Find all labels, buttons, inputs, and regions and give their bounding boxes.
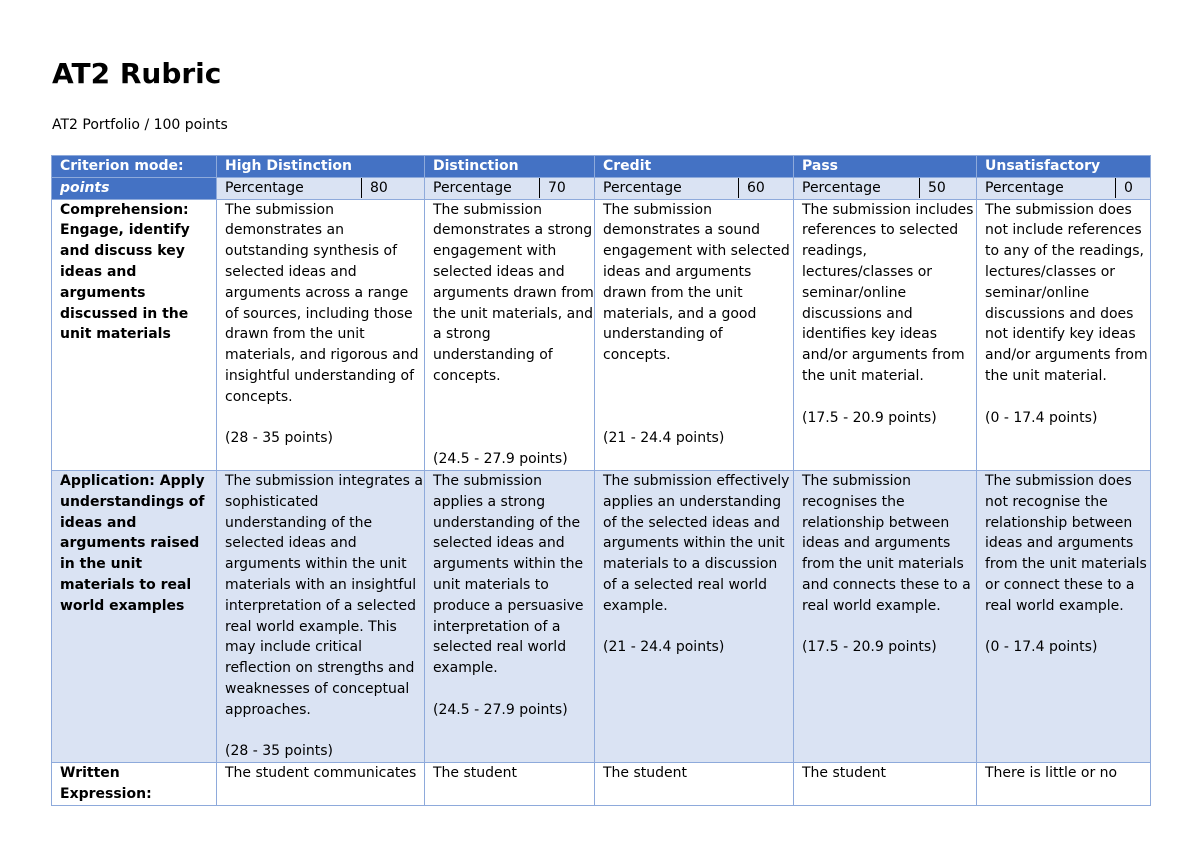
header-row (52, 156, 1151, 178)
points-range: (28 - 35 points) (225, 743, 333, 760)
descriptor-text: The submission includes references to selected readings, lectures/classes or seminar/online discussions and identifies key ideas and/or arguments from the unit material. (802, 201, 974, 384)
descriptor-cell (794, 199, 977, 470)
points-range: (17.5 - 20.9 points) (802, 409, 937, 426)
rubric-row-comprehension (52, 199, 1151, 470)
descriptor-text: The submission recognises the relationship between ideas and arguments from the unit materials and connects these to a real world example. (802, 472, 971, 614)
percentage-cell (595, 177, 794, 199)
page-title: AT2 Rubric (52, 57, 222, 90)
descriptor-cell (794, 470, 977, 762)
percentage-cell (977, 177, 1151, 199)
points-range: (0 - 17.4 points) (985, 639, 1098, 656)
descriptor-cell: The student (425, 763, 595, 806)
descriptor-text: The submission does not include references to any of the readings, lectures/classes or seminar/online discussions and does not identify key ideas and/or arguments from the unit material. (985, 201, 1148, 384)
descriptor-text: The submission integrates a sophisticated understanding of the selected ideas and arguments within the unit materials with an insightful interpretation of a selected real world example. This may include critical reflection on strengths and weaknesses of conceptual approaches. (225, 472, 423, 718)
criterion-mode-header: Criterion mode: (52, 156, 217, 178)
descriptor-text: The submission effectively applies an understanding of the selected ideas and arguments within the unit materials to a discussion of a selected real world example. (603, 472, 790, 614)
percentage-label: Percentage (794, 178, 920, 198)
descriptor-cell (425, 470, 595, 762)
percentage-label: Percentage (217, 178, 362, 198)
descriptor-text: The submission demonstrates a sound engagement with selected ideas and arguments drawn from the unit materials, and a good understanding of concepts. (603, 201, 790, 364)
percentage-cell (425, 177, 595, 199)
points-range: (17.5 - 20.9 points) (802, 639, 937, 656)
rubric-table (51, 155, 1151, 806)
descriptor-cell (217, 470, 425, 762)
descriptor-cell (595, 199, 794, 470)
percentage-value: 50 (928, 179, 946, 196)
percentage-label: Percentage (425, 178, 540, 198)
points-range: (28 - 35 points) (225, 430, 333, 447)
descriptor-text: The submission applies a strong understanding of the selected ideas and arguments within the unit materials to produce a persuasive interpretation of a selected real world example. (433, 472, 584, 677)
criterion-label: Application: Apply understandings of ideas and arguments raised in the unit materials to real world examples (52, 470, 217, 762)
descriptor-text: The submission demonstrates a strong engagement with selected ideas and arguments drawn from the unit materials, and a strong understanding of concepts. (433, 201, 594, 384)
points-range: (21 - 24.4 points) (603, 639, 725, 656)
page-subtitle: AT2 Portfolio / 100 points (52, 117, 228, 133)
points-range: (21 - 24.4 points) (603, 430, 725, 447)
descriptor-cell (217, 199, 425, 470)
column-header-unsatisfactory: Unsatisfactory (977, 156, 1151, 178)
descriptor-cell (977, 199, 1151, 470)
percentage-label: Percentage (977, 178, 1116, 198)
percentage-value: 60 (747, 179, 765, 196)
column-header-pass: Pass (794, 156, 977, 178)
column-header-distinction: Distinction (425, 156, 595, 178)
percentage-value: 70 (548, 179, 566, 196)
percentage-row (52, 177, 1151, 199)
points-range: (0 - 17.4 points) (985, 409, 1098, 426)
points-mode-label: points (52, 177, 217, 199)
criterion-label: Comprehension: Engage, identify and discuss key ideas and arguments discussed in the unit materials (52, 199, 217, 470)
descriptor-cell (977, 470, 1151, 762)
descriptor-text: The submission does not recognise the relationship between ideas and arguments from the unit materials or connect these to a real world example. (985, 472, 1147, 614)
percentage-label: Percentage (595, 178, 739, 198)
descriptor-cell: There is little or no (977, 763, 1151, 806)
descriptor-cell (425, 199, 595, 470)
points-range: (24.5 - 27.9 points) (433, 701, 568, 718)
rubric-row-written-expression (52, 763, 1151, 806)
criterion-label: Written Expression: (52, 763, 217, 806)
points-range: (24.5 - 27.9 points) (433, 451, 568, 468)
percentage-cell (217, 177, 425, 199)
descriptor-cell: The student (794, 763, 977, 806)
column-header-credit: Credit (595, 156, 794, 178)
descriptor-cell: The student communicates (217, 763, 425, 806)
descriptor-cell: The student (595, 763, 794, 806)
descriptor-cell (595, 470, 794, 762)
percentage-cell (794, 177, 977, 199)
percentage-value: 0 (1124, 179, 1133, 196)
rubric-row-application (52, 470, 1151, 762)
column-header-high-distinction: High Distinction (217, 156, 425, 178)
percentage-value: 80 (370, 179, 388, 196)
descriptor-text: The submission demonstrates an outstanding synthesis of selected ideas and arguments across a range of sources, including those drawn from the unit materials, and rigorous and insightful understanding of concepts. (225, 201, 419, 405)
